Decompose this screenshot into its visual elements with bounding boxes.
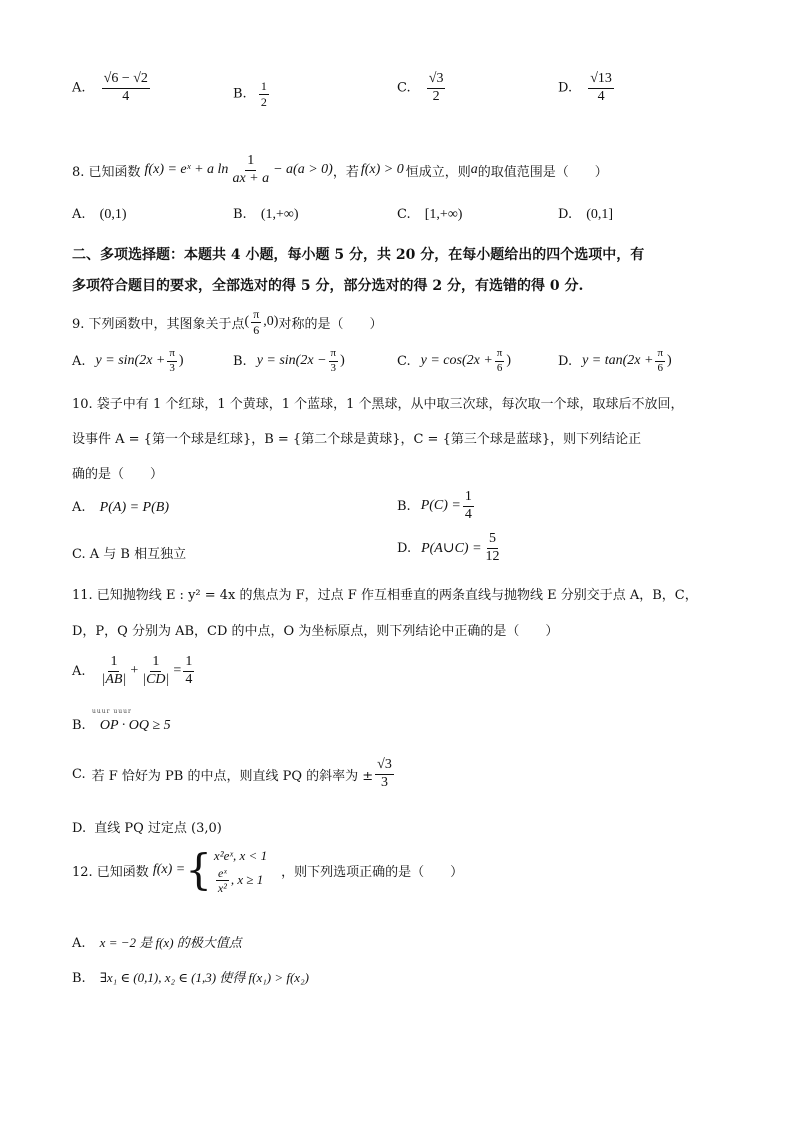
option-label: D. (558, 80, 573, 96)
q9-option-c (397, 348, 511, 374)
fraction-numerator: 1 (183, 655, 194, 672)
fraction-numerator: 5 (487, 532, 498, 549)
fraction-numerator: √6 − √2 (102, 72, 150, 89)
option-fraction (484, 532, 502, 564)
option-value: A 与 B 相互独立 (89, 547, 187, 562)
q8-tail: − a(a > 0) (273, 162, 333, 178)
fraction-denominator: 4 (464, 506, 472, 522)
fraction-denominator: 3 (169, 361, 175, 374)
q8-log-fraction (230, 154, 271, 186)
option-value: y = sin(2x + (95, 353, 166, 369)
q9-option-d (558, 348, 672, 374)
option-label: B. (72, 718, 86, 733)
option-value: x = −2 是 f(x) 的极大值点 (99, 935, 242, 950)
q9-stem: 9. 下列函数中，其图象关于点 ( $\frac{\pi}{6}$ ,0) 对称的是（ ） (72, 307, 383, 337)
fraction-numerator: 1 (108, 655, 119, 672)
option-fraction (329, 348, 339, 374)
fraction-denominator: x² (217, 881, 227, 896)
q12-suffix: ，则下列选项正确的是（ ） (281, 864, 464, 880)
q11-option-d (72, 817, 222, 836)
q8-option-a (72, 207, 127, 223)
option-label: C. (72, 547, 86, 562)
q8-mid: ，若 (332, 164, 359, 180)
q7-option-c (397, 72, 447, 104)
fraction-denominator: 3 (381, 774, 389, 790)
option-fraction (100, 655, 129, 687)
q10-option-c (72, 543, 186, 562)
q10-line2: 设事件 A = {第一个球是红球}，B = {第二个球是黄球}，C = {第三个球是蓝球}，则下列结论正 (72, 432, 642, 447)
option-value: y = sin(2x − (256, 353, 327, 369)
option-fraction (183, 655, 194, 687)
option-label: B. (233, 86, 247, 102)
option-value: 若 F 恰好为 PB 的中点，则直线 PQ 的斜率为 ± (91, 768, 374, 784)
fraction-denominator: 6 (496, 361, 503, 374)
option-fraction (655, 348, 665, 374)
option-label: D. (558, 207, 573, 222)
piecewise-cases (214, 846, 267, 895)
q11-option-b (72, 718, 171, 734)
fraction-numerator: 1 (463, 490, 474, 507)
option-value: P(C) = (420, 498, 461, 514)
q11-b-vector-marks: uuur uuur (92, 708, 132, 715)
q7-option-a (72, 72, 152, 104)
q9-option-a (72, 348, 184, 374)
fraction-numerator: √3 (375, 758, 394, 775)
fraction-numerator: √3 (427, 72, 446, 89)
fraction-denominator: 12 (485, 548, 500, 564)
q7-a-fraction (102, 72, 150, 104)
fraction-numerator: √13 (588, 72, 614, 89)
fraction-numerator: 1 (150, 655, 161, 672)
q7-option-b (233, 80, 271, 108)
q8-option-c (397, 207, 462, 223)
q11-option-c (72, 758, 396, 790)
option-fraction (375, 758, 394, 790)
option-label: B. (233, 207, 247, 222)
option-label: C. (397, 353, 411, 369)
option-label: B. (233, 353, 247, 369)
q8-suffix: 恒成立，则 (405, 164, 471, 180)
fraction-numerator: eˣ (218, 865, 227, 880)
option-label: A. (72, 80, 86, 96)
fraction-denominator: 6 (253, 322, 260, 337)
option-fraction (463, 490, 474, 522)
option-label: C. (72, 766, 86, 782)
option-label: D. (72, 821, 87, 836)
option-value: ∃x₁ ∈ (0,1), x₂ ∈ (1,3) 使得 f(x₁) > f(x₂) (99, 970, 309, 985)
q10-option-d (397, 532, 504, 564)
q7-b-fraction (259, 80, 269, 108)
piecewise-brace: { (185, 845, 212, 895)
fraction-denominator: 2 (260, 94, 267, 109)
q8-function: f(x) = eˣ + a ln (144, 162, 229, 178)
q12-prefix: 12. 已知函数 (72, 864, 149, 880)
option-value: (0,1) (99, 207, 127, 222)
fraction-denominator: 3 (330, 361, 337, 374)
option-value: P(A) = P(B) (99, 500, 169, 515)
option-label: D. (397, 540, 412, 556)
section-heading-line1: 二、多项选择题：本题共 4 小题，每小题 5 分，共 20 分，在每小题给出的四个选项中，有 (72, 247, 645, 263)
q11-line1: 11. 已知抛物线 E : y² = 4x 的焦点为 F，过点 F 作互相垂直的两条直线与抛物线 E 分别交于点 A，B，C， (72, 588, 698, 603)
close-paren: ) (667, 353, 672, 369)
option-label: C. (397, 80, 411, 96)
fraction-numerator: 1 (260, 79, 267, 93)
option-label: A. (72, 207, 86, 222)
fraction-denominator: |AB| (101, 671, 127, 687)
option-value: y = cos(2x + (420, 353, 493, 369)
option-value: [1,+∞) (424, 207, 463, 222)
close-paren: ) (340, 353, 345, 369)
fraction-denominator: 4 (122, 88, 130, 104)
fraction-numerator: π (329, 348, 339, 362)
fraction-numerator: π (495, 348, 505, 362)
q12-stem (72, 846, 463, 895)
q8-condition: f(x) > 0 (360, 162, 404, 178)
option-label: A. (72, 353, 86, 369)
q9-point-fraction (251, 308, 261, 336)
q7-option-d (558, 72, 616, 104)
q9-prefix: 9. 下列函数中，其图象关于点 (72, 316, 245, 332)
q8-stem (72, 154, 608, 186)
fraction-denominator: |CD| (142, 671, 170, 687)
fraction-numerator: π (253, 307, 260, 321)
option-value: 直线 PQ 过定点 (3,0) (94, 821, 222, 836)
fraction-numerator: 1 (245, 154, 256, 171)
q11-option-a (72, 655, 196, 687)
option-label: A. (72, 936, 86, 951)
option-value: (1,+∞) (260, 207, 299, 222)
section-heading-line2: 多项符合题目的要求，全部选对的得 5 分，部分选对的得 2 分，有选错的得 0 分. (72, 278, 584, 294)
q10-line1: 10. 袋子中有 1 个红球，1 个黄球，1 个蓝球，1 个黑球，从中取三次球，每次取一个球，取球后不放回， (72, 397, 684, 412)
fraction-denominator: 4 (185, 671, 193, 687)
piece-1: x²eˣ, x < 1 (213, 848, 268, 863)
option-fraction (140, 655, 171, 687)
piece-2 (214, 867, 267, 895)
q8-end: 的取值范围是（ ） (477, 164, 608, 180)
q7-c-fraction (427, 72, 446, 104)
option-value: (0,1] (586, 207, 614, 222)
option-label: C. (397, 207, 411, 222)
q10-option-a (72, 500, 169, 516)
q10-line3: 确的是（ ） (72, 467, 164, 482)
q8-prefix: 8. 已知函数 (72, 164, 141, 180)
q12-option-b (72, 967, 309, 986)
option-fraction (495, 348, 505, 374)
close-paren: ) (506, 353, 512, 369)
piece-2-condition: , x ≥ 1 (230, 872, 264, 888)
option-fraction (167, 348, 177, 374)
q8-option-b (233, 207, 299, 223)
q11-line2: D，P，Q 分别为 AB，CD 的中点，O 为坐标原点，则下列结论中正确的是（ ） (72, 624, 559, 639)
option-label: B. (72, 971, 86, 986)
fraction-denominator: 4 (597, 88, 605, 104)
q7-d-fraction (588, 72, 614, 104)
fraction-numerator: π (655, 348, 665, 362)
q12-option-a (72, 932, 242, 951)
q9-option-b (233, 348, 345, 374)
close-paren: ) (178, 353, 184, 369)
fraction-denominator: ax + a (232, 170, 270, 186)
equals-sign: = (173, 663, 182, 679)
plus-sign: + (130, 663, 139, 679)
q8-variable: a (470, 162, 478, 178)
option-label: A. (72, 663, 86, 679)
option-value: OP · OQ ≥ 5 (99, 718, 171, 733)
q12-function: f(x) = (152, 862, 186, 878)
q8-option-d (558, 207, 613, 223)
fraction-denominator: 2 (432, 88, 440, 104)
fraction-numerator: π (167, 348, 177, 362)
option-label: A. (72, 500, 86, 515)
q10-option-b (397, 490, 476, 522)
piece-2-fraction (216, 867, 229, 895)
fraction-denominator: 6 (657, 361, 663, 374)
q9-point-tail: ,0) (263, 314, 279, 330)
option-value: P(A∪C) = (421, 540, 482, 556)
option-value: y = tan(2x + (582, 353, 654, 369)
q9-suffix: 对称的是（ ） (278, 316, 383, 332)
option-label: D. (558, 353, 573, 369)
option-label: B. (397, 498, 411, 514)
